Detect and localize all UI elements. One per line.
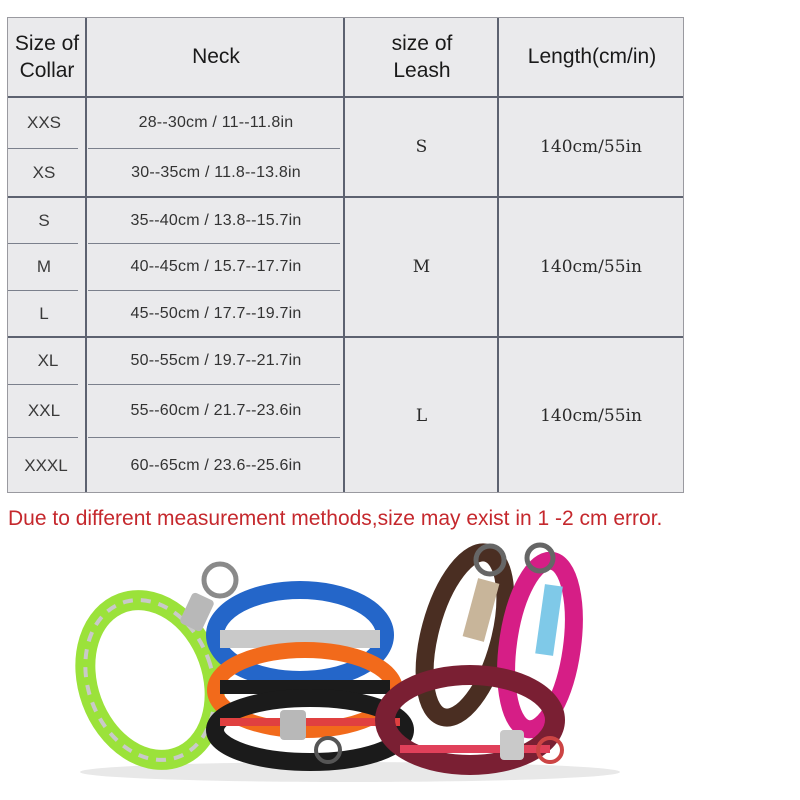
neck-cell: 50--55cm / 19.7--21.7in — [130, 352, 302, 369]
leash-size-cell: S — [415, 137, 428, 157]
neck-cell: 45--50cm / 17.7--19.7in — [130, 304, 302, 322]
size-table — [7, 17, 684, 493]
neck-cell: 35--40cm / 13.8--15.7in — [130, 211, 302, 229]
size-cell: M — [36, 257, 52, 276]
neck-cell: 55--60cm / 21.7--23.6in — [130, 402, 302, 419]
measurement-note: Due to different measurement methods,size may exist in 1 -2 cm error. — [8, 507, 663, 530]
size-cell: XXL — [27, 401, 61, 420]
size-cell: XS — [32, 162, 56, 182]
leash-size-cell: L — [415, 405, 428, 426]
neck-cell: 60--65cm / 23.6--25.6in — [130, 456, 302, 474]
length-cell: 140cm/55in — [540, 405, 642, 426]
size-cell: XL — [37, 351, 59, 370]
length-cell: 140cm/55in — [540, 137, 642, 157]
neck-cell: 28--30cm / 11--11.8in — [138, 114, 294, 131]
size-cell: XXS — [26, 113, 62, 132]
size-cell: XXXL — [24, 455, 68, 475]
header-size-of-leash: size of Leash — [391, 31, 453, 82]
column-divider — [85, 18, 87, 492]
header-neck: Neck — [192, 45, 240, 69]
size-cell: L — [39, 303, 49, 323]
length-cell: 140cm/55in — [540, 257, 642, 277]
leash-size-cell: M — [412, 257, 431, 277]
dog-collars-photo — [70, 540, 630, 785]
header-size-of-collar: Size of Collar — [14, 31, 80, 82]
neck-cell: 30--35cm / 11.8--13.8in — [131, 163, 301, 181]
header-length: Length(cm/in) — [527, 45, 657, 69]
size-cell: S — [38, 210, 50, 230]
neck-cell: 40--45cm / 15.7--17.7in — [130, 258, 302, 275]
